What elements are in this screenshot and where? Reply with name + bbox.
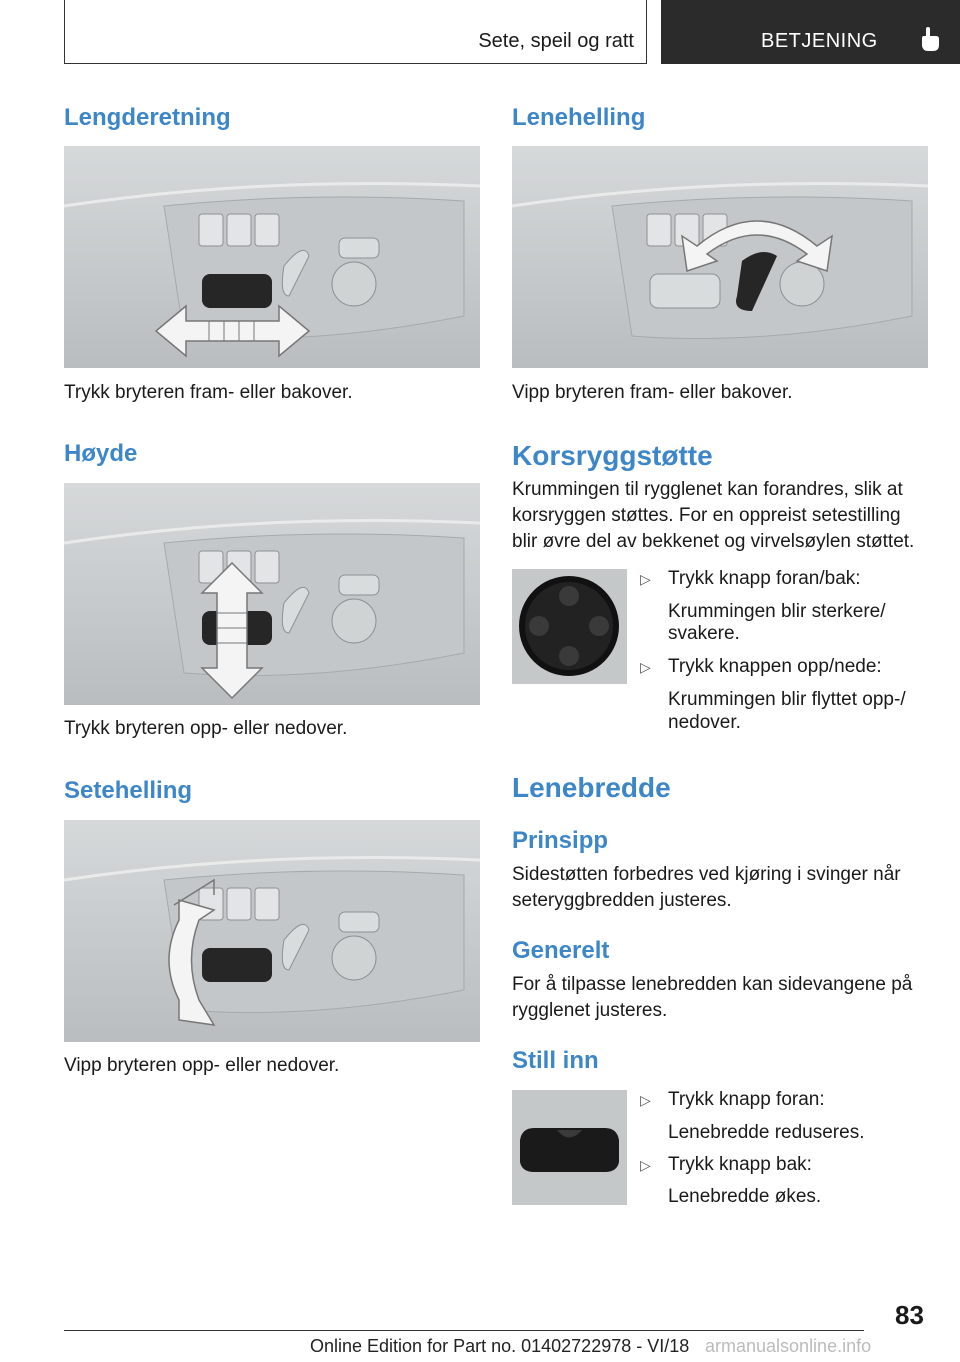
heading-hoyde: Høyde xyxy=(64,440,138,467)
header-section-box xyxy=(661,0,960,64)
pointing-hand-icon xyxy=(919,26,941,52)
prinsipp-line-2: seteryggbredden justeres. xyxy=(512,890,732,911)
heading-generelt: Generelt xyxy=(512,937,610,964)
width-bullet-2-detail: Lenebredde økes. xyxy=(668,1186,822,1207)
lumbar-bullet-2-detail-1: Krummingen blir flyttet opp-/ xyxy=(668,689,906,710)
heading-lenebredde: Lenebredde xyxy=(512,772,671,803)
seat-switch-height-image xyxy=(64,483,480,705)
korsrygg-paragraph-line-3: blir øvre del av bekkenet og virvelsøylen støttet. xyxy=(512,531,915,552)
heading-setehelling: Setehelling xyxy=(64,777,193,804)
caption-lengderetning: Trykk bryteren fram- eller bakover. xyxy=(64,382,353,403)
heading-prinsipp: Prinsipp xyxy=(512,827,609,854)
bullet-triangle-icon: ▷ xyxy=(640,1157,651,1173)
header-section-title: BETJENING xyxy=(761,30,878,52)
bullet-triangle-icon: ▷ xyxy=(640,571,651,587)
caption-setehelling: Vipp bryteren opp- eller nedover. xyxy=(64,1055,340,1076)
width-bullet-1-detail: Lenebredde reduseres. xyxy=(668,1122,865,1143)
heading-still-inn: Still inn xyxy=(512,1047,599,1074)
width-bullet-2-label: Trykk knapp bak: xyxy=(668,1154,812,1175)
caption-lenehelling: Vipp bryteren fram- eller bakover. xyxy=(512,382,793,403)
lumbar-bullet-1-label: Trykk knapp foran/bak: xyxy=(668,568,861,589)
seat-switch-tilt-image xyxy=(64,820,480,1042)
korsrygg-paragraph-line-2: korsryggen støttes. For en oppreist setestilling xyxy=(512,505,901,526)
lumbar-bullet-2-label: Trykk knappen opp/nede: xyxy=(668,656,882,677)
footer-edition: Online Edition for Part no. 01402722978 - VI/18 xyxy=(310,1336,690,1356)
header-chapter-box xyxy=(64,0,647,64)
lumbar-control-image xyxy=(512,569,627,684)
backrest-tilt-image xyxy=(512,146,928,368)
lumbar-bullet-1-detail-1: Krummingen blir sterkere/ xyxy=(668,601,886,622)
heading-lenehelling: Lenehelling xyxy=(512,104,646,131)
prinsipp-line-1: Sidestøtten forbedres ved kjøring i svinger når xyxy=(512,864,901,885)
seat-switch-longitudinal-image xyxy=(64,146,480,368)
generelt-line-1: For å tilpasse lenebredden kan sidevangene på xyxy=(512,974,913,995)
footer-watermark: armanualsonline.info xyxy=(705,1336,872,1356)
bullet-triangle-icon: ▷ xyxy=(640,1092,651,1108)
lumbar-bullet-1-detail-2: svakere. xyxy=(668,623,740,644)
lumbar-bullet-2-detail-2: nedover. xyxy=(668,712,741,733)
header-chapter-title: Sete, speil og ratt xyxy=(478,30,634,52)
caption-hoyde: Trykk bryteren opp- eller nedover. xyxy=(64,718,348,739)
generelt-line-2: rygglenet justeres. xyxy=(512,1000,668,1021)
page-number: 83 xyxy=(895,1300,924,1330)
heading-lengderetning: Lengderetning xyxy=(64,104,231,131)
width-bullet-1-label: Trykk knapp foran: xyxy=(668,1089,825,1110)
heading-korsryggstotte: Korsryggstøtte xyxy=(512,440,713,471)
korsrygg-paragraph-line-1: Krummingen til rygglenet kan forandres, slik at xyxy=(512,479,903,500)
width-control-image xyxy=(512,1090,627,1205)
bullet-triangle-icon: ▷ xyxy=(640,659,651,675)
footer-divider xyxy=(64,1330,864,1331)
